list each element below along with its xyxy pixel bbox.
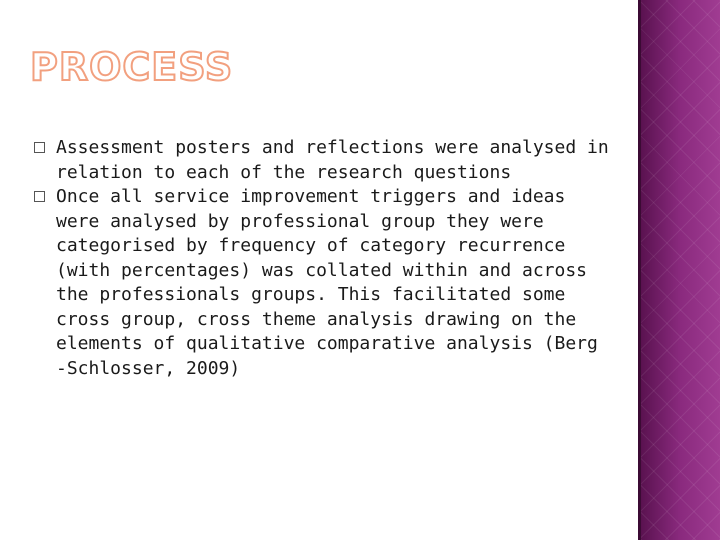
decorative-sidebar <box>641 0 720 540</box>
bullet-box-icon <box>34 142 45 153</box>
bullet-item <box>34 136 619 185</box>
bullet-item <box>34 185 619 381</box>
bullet-box-icon <box>34 191 45 202</box>
bullet-text: Assessment posters and reflections were analysed in relation to each of the research questions <box>56 137 609 183</box>
slide-title: PROCESS <box>30 45 234 89</box>
bullet-text: Once all service improvement triggers and ideas were analysed by professional group they were categorised by frequency of category recurrence (with percentages) was collated within and across the professionals groups. This facilitated some cross group, cross theme analysis drawing on the elements of qualitative comparative analysis (Berg -Schlosser, 2009) <box>56 186 598 379</box>
slide-body <box>34 136 619 381</box>
